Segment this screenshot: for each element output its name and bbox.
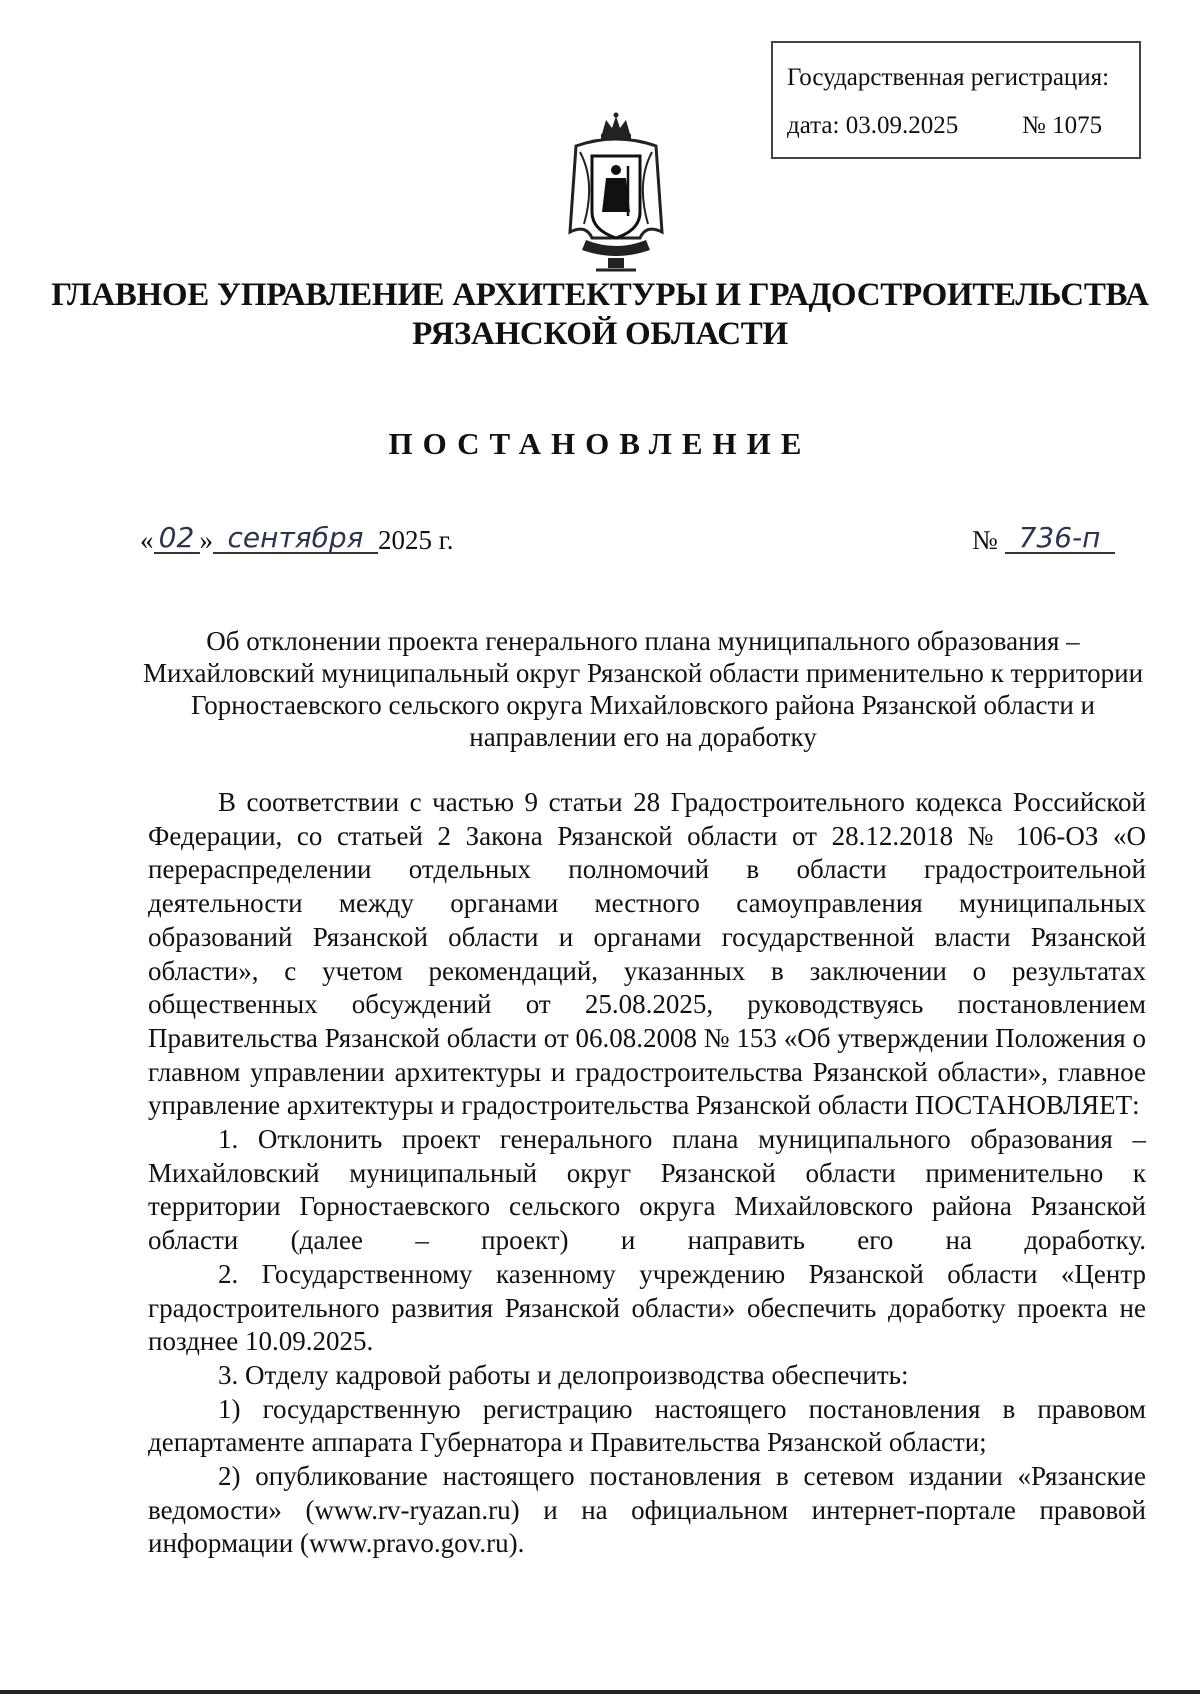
preamble-paragraph: В соответствии с частью 9 статьи 28 Градостроительного кодекса Российской Федерации, со статьей 2 Закона Рязанской области от 28.12.2018 № 106-ОЗ «О перераспределении отдельных полномочий в области градостроительной деятельности между органами местного самоуправления муниципальных образований Рязанской области и органами государственной власти Рязанской области», с учетом рекомендаций, указанных в заключении о результатах общественных обсуждений от 25.08.2025, руководствуясь постановлением Правительства Рязанской области от 06.08.2008 № 153 «Об утверждении Положения о главном управлении архитектуры и градостроительства Рязанской области», главное управление архитектуры и градостроительства Рязанской области ПОСТАНОВЛЯЕТ: [148,787,1146,1121]
registration-title: Государственная регистрация: [787,64,1110,91]
document-type: ПОСТАНОВЛЕНИЕ [388,426,812,461]
resolution-item-3: 3. Отделу кадровой работы и делопроизводства обеспечить: [218,1359,909,1390]
page-bottom-edge [0,1690,1200,1694]
organization-name-line-2: РЯЗАНСКОЙ ОБЛАСТИ [412,316,788,352]
document-date [140,521,454,556]
resolution-item-3-2: 2) опубликование настоящего постановления в сетевом издании «Рязанские ведомости» (www.rv-ryazan.ru) и на официальном интернет-портале правовой информации (www.pravo.gov.ru). [148,1461,1146,1559]
document-body [148,786,1146,1561]
date-year: 2025 г. [378,525,454,555]
document-subject: Об отклонении проекта генерального плана муниципального образования – Михайловский муниципальный округ Рязанской области применительно к территории Горностаевского сельского округа Михайловского района Рязанской области и направлении его на доработку [142,626,1144,752]
coat-of-arms-icon [566,112,666,274]
resolution-item-1: 1. Отклонить проект генерального плана муниципального образования – Михайловский муниципальный округ Рязанской области применительно к территории Горностаевского сельского округа Михайловского района Рязанской области (далее – проект) и направить его на доработку. [148,1124,1146,1256]
document-number-handwritten: 736-п [1005,524,1115,554]
registration-stamp [771,41,1141,159]
date-day-handwritten: 02 [154,524,200,554]
resolution-item-3-1: 1) государственную регистрацию настоящего постановления в правовом департаменте аппарата Губернатора и Правительства Рязанской области; [148,1393,1146,1458]
document-number-label: № [972,525,998,555]
resolution-item-2: 2. Государственному казенному учреждению Рязанской области «Центр градостроительного развития Рязанской области» обеспечить доработку проекта не позднее 10.09.2025. [148,1258,1146,1357]
date-close-quote: » [199,525,213,555]
date-month-handwritten: сентября [213,524,378,554]
date-open-quote: « [140,525,154,555]
document-number [972,521,1115,556]
organization-name-line-1: ГЛАВНОЕ УПРАВЛЕНИЕ АРХИТЕКТУРЫ И ГРАДОСТРОИТЕЛЬСТВА [51,277,1149,313]
registration-date: дата: 03.09.2025 [787,112,959,139]
registration-number: № 1075 [1022,112,1103,139]
